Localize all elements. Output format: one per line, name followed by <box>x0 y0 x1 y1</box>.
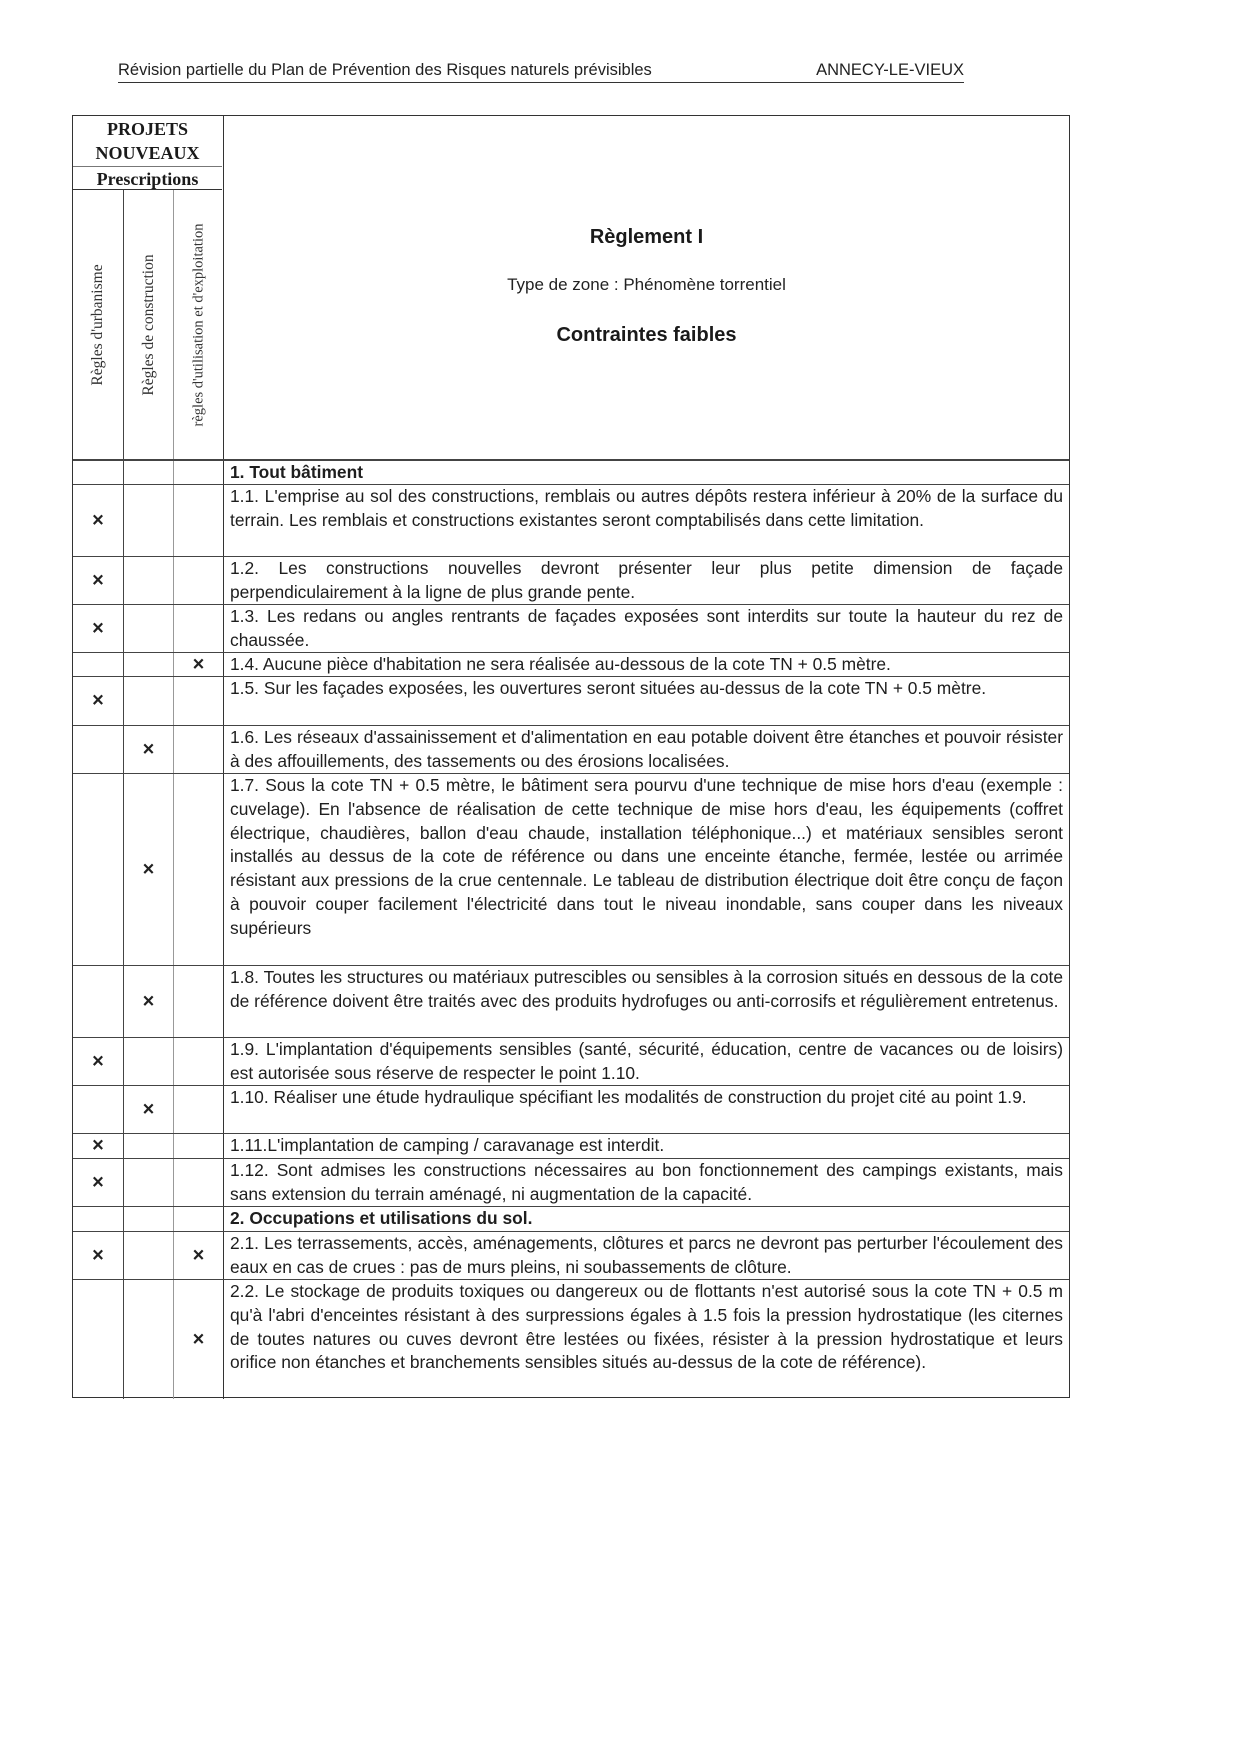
construction-cell <box>124 774 174 965</box>
table-row <box>73 725 1069 773</box>
construction-cell <box>124 677 174 725</box>
rule-text: 1.4. Aucune pièce d'habitation ne sera réalisée au-dessous de la cote TN + 0.5 mètre. <box>230 654 891 674</box>
construction-cell <box>124 726 174 773</box>
urbanisme-cell <box>73 1280 124 1399</box>
page-header <box>118 60 964 83</box>
column-header-utilisation <box>174 190 223 459</box>
table-row <box>73 773 1069 965</box>
urbanisme-cell <box>73 1038 124 1085</box>
construction-cell <box>124 605 174 652</box>
rule-text: 1.6. Les réseaux d'assainissement et d'alimentation en eau potable doivent être étanches et pouvoir résister à des affouillements, des tassements ou des érosions localisées. <box>230 727 1063 771</box>
urbanisme-cell <box>73 966 124 1037</box>
cross-mark-icon: × <box>142 858 155 880</box>
cross-mark-icon: × <box>92 1050 104 1072</box>
construction-cell <box>124 1086 174 1133</box>
urbanisme-cell <box>73 1159 124 1206</box>
column-header-urbanisme <box>73 190 124 459</box>
rule-text: 1.10. Réaliser une étude hydraulique spécifiant les modalités de construction du projet cité au point 1.9. <box>230 1087 1027 1107</box>
cross-mark-icon: × <box>142 738 155 760</box>
regulation-table <box>72 115 1070 1398</box>
table-row <box>73 604 1069 652</box>
utilisation-cell <box>174 461 224 484</box>
utilisation-cell <box>174 1207 224 1231</box>
utilisation-cell <box>174 557 224 604</box>
rule-text: 1.1. L'emprise au sol des constructions, remblais ou autres dépôts restera inférieur à 20% de la surface du terrain. Les remblais et constructions existantes seront comptabilisés dans cette limitation. <box>230 486 1063 530</box>
construction-cell <box>124 966 174 1037</box>
cross-mark-icon: × <box>92 1134 104 1157</box>
table-row <box>73 1085 1069 1133</box>
table-row <box>73 1133 1069 1158</box>
document-title: Révision partielle du Plan de Prévention des Risques naturels prévisibles <box>118 61 652 79</box>
column-label: règles d'utilisation et d'exploitation <box>190 223 206 426</box>
table-row <box>73 1158 1069 1206</box>
utilisation-cell <box>174 1038 224 1085</box>
utilisation-cell <box>174 774 224 965</box>
urbanisme-cell <box>73 605 124 652</box>
rule-text: 1.9. L'implantation d'équipements sensibles (santé, sécurité, éducation, centre de vacances ou de loisirs) est autorisée sous réserve de respecter le point 1.10. <box>230 1039 1063 1083</box>
cross-mark-icon: × <box>142 990 155 1012</box>
utilisation-cell <box>174 1134 224 1158</box>
cross-mark-icon: × <box>142 1098 155 1120</box>
utilisation-cell <box>174 653 224 676</box>
table-row <box>73 965 1069 1037</box>
construction-cell <box>124 1232 174 1279</box>
utilisation-cell <box>174 605 224 652</box>
urbanisme-cell <box>73 485 124 556</box>
urbanisme-cell <box>73 677 124 725</box>
cross-mark-icon: × <box>192 1328 205 1350</box>
construction-cell <box>124 653 174 676</box>
construction-cell <box>124 485 174 556</box>
rule-text: 1.7. Sous la cote TN + 0.5 mètre, le bâtiment sera pourvu d'une technique de mise hors d'eau (exemple : cuvelage). En l'absence de réalisation de cette technique de mise hors d'eau, les équipements (coffret électrique, chaudières, ballon d'eau chaude, installation téléphonique...) et matériaux sensibles seront installés au dessus de la cote de référence ou dans une enceinte étanche, fermée, lestée ou arrimée résistant aux pressions de la crue centennale. Le tableau de distribution électrique doit être conçu de façon à pouvoir couper facilement l'électricité dans tout le niveau inondable, sans couper dans les niveaux supérieurs <box>230 775 1063 938</box>
cross-mark-icon: × <box>92 617 104 639</box>
reglement-header <box>224 116 1069 459</box>
utilisation-cell <box>174 1280 224 1399</box>
utilisation-cell <box>174 677 224 725</box>
urbanisme-cell <box>73 1086 124 1133</box>
cross-mark-icon: × <box>92 689 104 712</box>
table-row <box>73 1231 1069 1279</box>
rule-text: 2.1. Les terrassements, accès, aménagements, clôtures et parcs ne devront pas perturber l'écoulement des eaux en cas de crues : pas de murs pleins, ni soubassements de clôture. <box>230 1233 1063 1277</box>
construction-cell <box>124 1280 174 1399</box>
utilisation-cell <box>174 1086 224 1133</box>
utilisation-cell <box>174 1159 224 1206</box>
reglement-title: Règlement I <box>589 226 704 248</box>
rule-text: 1.3. Les redans ou angles rentrants de façades exposées sont interdits sur toute la hauteur du rez de chaussée. <box>230 606 1063 650</box>
construction-cell <box>124 1207 174 1231</box>
rule-text: 1.11.L'implantation de camping / caravanage est interdit. <box>230 1135 665 1155</box>
cross-mark-icon: × <box>92 509 104 531</box>
cross-mark-icon: × <box>192 653 205 675</box>
urbanisme-cell <box>73 1232 124 1279</box>
section-heading-row <box>73 1206 1069 1231</box>
cross-mark-icon: × <box>92 569 104 591</box>
utilisation-cell <box>174 485 224 556</box>
construction-cell <box>124 461 174 484</box>
urbanisme-cell <box>73 557 124 604</box>
cross-mark-icon: × <box>92 1171 104 1193</box>
column-header-construction <box>124 190 174 459</box>
table-row <box>73 1279 1069 1399</box>
rule-text: 2.2. Le stockage de produits toxiques ou dangereux ou de flottants n'est autorisé sous la cote TN + 0.5 m qu'à l'abri d'enceintes résistant à des surpressions égales à 1.5 fois la pression hydrostatique (les citernes de toutes natures ou cuves devront être lestées ou fixées, résister à la pression hydrostatique et leurs orifice non étanches et branchements sensibles situés au-dessus de la cote de référence). <box>230 1281 1063 1373</box>
utilisation-cell <box>174 966 224 1037</box>
urbanisme-cell <box>73 1207 124 1231</box>
urbanisme-cell <box>73 726 124 773</box>
construction-cell <box>124 1159 174 1206</box>
table-row <box>73 652 1069 676</box>
section-heading-row <box>73 459 1069 484</box>
projets-nouveaux-label: PROJETS NOUVEAUX <box>95 119 200 163</box>
commune-name: ANNECY-LE-VIEUX <box>816 61 964 79</box>
rule-text: 1.12. Sont admises les constructions nécessaires au bon fonctionnement des campings existants, mais sans extension du terrain aménagé, ni augmentation de la capacité. <box>230 1160 1063 1204</box>
rule-text: 1.8. Toutes les structures ou matériaux putrescibles ou sensibles à la corrosion situés en dessous de la cote de référence doivent être traités avec des produits hydrofuges ou anti-corrosifs et régulièrement entretenus. <box>230 967 1063 1011</box>
zone-type: Type de zone : Phénomène torrentiel <box>507 275 786 294</box>
table-row <box>73 484 1069 556</box>
construction-cell <box>124 1038 174 1085</box>
constraints-level: Contraintes faibles <box>556 324 737 346</box>
section-heading: 1. Tout bâtiment <box>230 462 364 482</box>
table-row <box>73 1037 1069 1085</box>
column-label: Règles de construction <box>139 253 157 396</box>
urbanisme-cell <box>73 653 124 676</box>
construction-cell <box>124 557 174 604</box>
utilisation-cell <box>174 726 224 773</box>
section-heading: 2. Occupations et utilisations du sol. <box>230 1208 533 1228</box>
cross-mark-icon: × <box>192 1244 205 1266</box>
column-label: Règles d'urbanisme <box>89 263 106 386</box>
construction-cell <box>124 1134 174 1158</box>
prescriptions-header <box>73 116 224 459</box>
table-row <box>73 676 1069 725</box>
rule-text: 1.2. Les constructions nouvelles devront présenter leur plus petite dimension de façade perpendiculairement à la ligne de plus grande pente. <box>230 558 1063 602</box>
urbanisme-cell <box>73 1134 124 1158</box>
cross-mark-icon: × <box>92 1244 104 1266</box>
urbanisme-cell <box>73 774 124 965</box>
utilisation-cell <box>174 1232 224 1279</box>
rule-text: 1.5. Sur les façades exposées, les ouvertures seront situées au-dessus de la cote TN + 0.5 mètre. <box>230 678 987 698</box>
table-row <box>73 556 1069 604</box>
urbanisme-cell <box>73 461 124 484</box>
prescriptions-label: Prescriptions <box>73 166 222 190</box>
